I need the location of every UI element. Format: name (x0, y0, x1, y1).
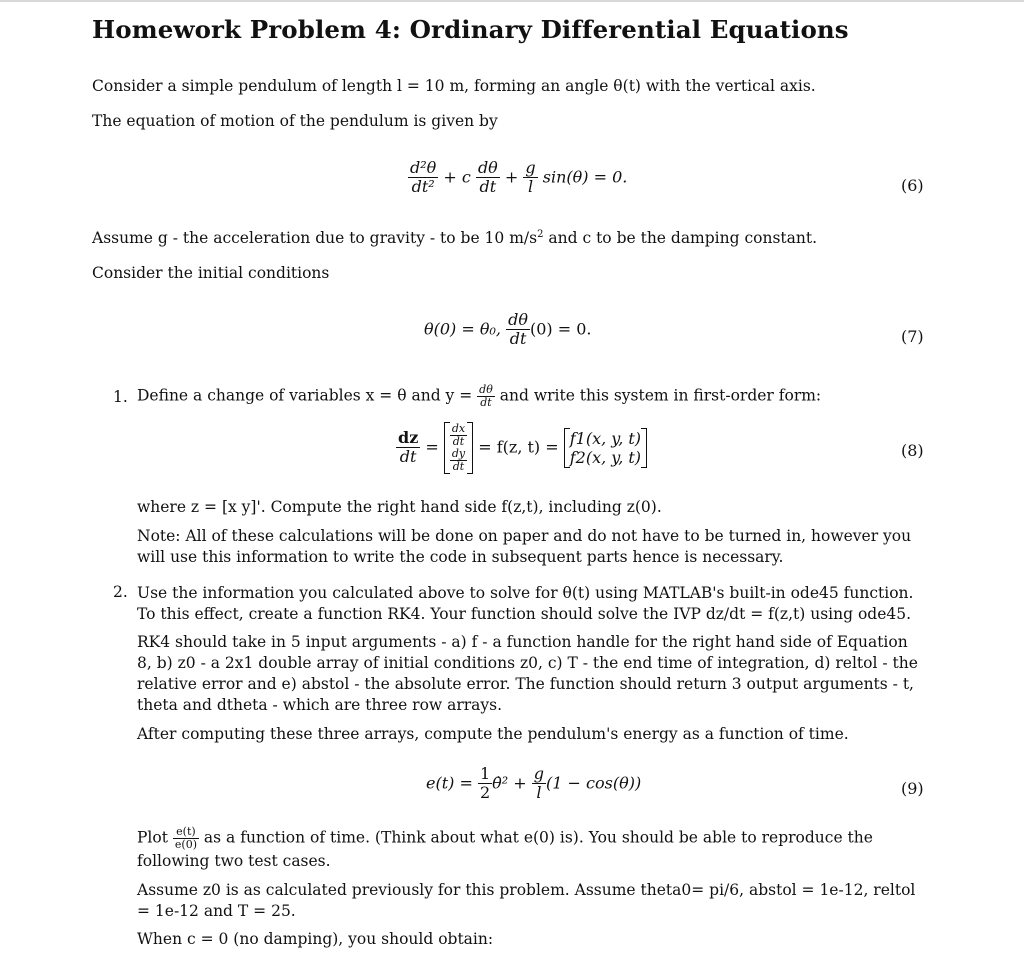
eq8-lhs-frac: $\frac{dz}{dt}$ (398, 428, 419, 466)
eq8-equals: = (425, 437, 439, 457)
item2-paragraph-2: RK4 should take in 5 input arguments - a) f - a function handle for the right hand side of Equation 8, b) z0 - a 2x1 double array of initial conditions z0, c) T - the end time of integration, d) reltol - the relative error and e) abstol - the absolute error. The function should return 3 output arguments - t, theta and dtheta - which are three row arrays. (137, 633, 918, 714)
eq9-rest: (1 − cos(θ)) (546, 773, 642, 793)
plot-post: as a function of time. (Think about what e(0) is). You should be able to reproduce the following two test cases. (137, 828, 873, 871)
eq6-label: (6) (901, 176, 924, 195)
eq9-label: (9) (901, 779, 924, 798)
item1-post: and write this system in first-order form: (499, 386, 822, 405)
intro-line-1: Consider a simple pendulum of length l = 10 m, forming an angle θ(t) with the vertical axis. (92, 77, 816, 95)
assume-g-sup: 2 (537, 229, 544, 240)
item1-note: Note: All of these calculations will be done on paper and do not have to be turned in, however you will use this information to write the code in subsequent parts hence is necessary. (137, 527, 912, 566)
item1-where: where z = [x y]'. Compute the right hand side f(z,t), including z(0). (137, 498, 662, 516)
item2-paragraph-3: After computing these three arrays, compute the pendulum's energy as a function of time. (137, 725, 849, 743)
eq6-frac-3: $\frac{g}{l}$ (525, 158, 536, 196)
assume-g-text (92, 229, 817, 247)
item2-marker: 2. (113, 583, 128, 601)
plot-pre: Plot (137, 828, 168, 847)
eq8-matrix-derivatives: $\frac{dx}{dt}$ $\frac{dy}{dt}$ (444, 422, 473, 474)
initial-conditions-text: Consider the initial conditions (92, 264, 330, 282)
assume-g-post: and c to be the damping constant. (543, 229, 818, 248)
page-title: Homework Problem 4: Ordinary Differential Equations (92, 15, 849, 44)
eq6-rest: sin(θ) = 0. (542, 167, 628, 187)
eq7-label: (7) (901, 327, 924, 346)
eq6-frac-1: $\frac{\text{d²θ}}{\text{dt²}}$ (410, 158, 437, 196)
eq6-frac-2: $\frac{d\theta}{dt}$ (477, 158, 498, 196)
item2-paragraph-1: Use the information you calculated above to solve for θ(t) using MATLAB's built-in ode45 function. To this effect, create a function RK4. Your function should solve the IVP dz/dt = f(z,t) using ode45. (137, 584, 914, 623)
eq6-term-c: + c (443, 167, 471, 187)
eq9-frac-half: $\frac{1}{2}$ (479, 764, 491, 802)
plot-ratio-frac: $\frac{e(t)}{e(0)}$ (174, 825, 197, 851)
eq6-plus: + (504, 167, 519, 187)
item1-frac: $\frac{d\theta}{dt}$ (479, 383, 493, 409)
intro-line-2: The equation of motion of the pendulum is given by (92, 112, 498, 130)
eq7-lhs: θ(0) = θ₀, (424, 319, 502, 339)
eq9-mid: θ̇² + (492, 773, 527, 793)
eq7-frac: $\frac{d\theta}{dt}$ (508, 310, 528, 348)
eq8-mid: = f(z, t) = (478, 437, 559, 457)
equation-6 (408, 160, 627, 196)
assume-g-pre: Assume g - the acceleration due to gravity - to be 10 m/s (92, 229, 538, 248)
item2-paragraph-5: Assume z0 is as calculated previously for this problem. Assume theta0= pi/6, abstol = 1e-12, reltol = 1e-12 and T = 25. (137, 881, 916, 920)
equation-9 (426, 766, 641, 802)
top-divider (0, 0, 1024, 2)
item1-first-line (137, 384, 821, 409)
eq8-matrix-functions: f1(x, y, t) f2(x, y, t) (564, 428, 647, 468)
eq7-rhs: (0) = 0. (529, 319, 592, 339)
item1-pre: Define a change of variables x = θ and y = (137, 386, 473, 405)
eq8-label: (8) (901, 441, 924, 460)
equation-8 (396, 422, 647, 474)
item2-plot-paragraph (137, 826, 927, 872)
item2-paragraph-6: When c = 0 (no damping), you should obtain: (137, 930, 494, 948)
equation-7 (424, 312, 592, 348)
eq9-frac-g-l: $\frac{g}{l}$ (533, 764, 545, 802)
eq9-lhs: e(t) = (426, 773, 473, 793)
item1-marker: 1. (113, 388, 128, 406)
